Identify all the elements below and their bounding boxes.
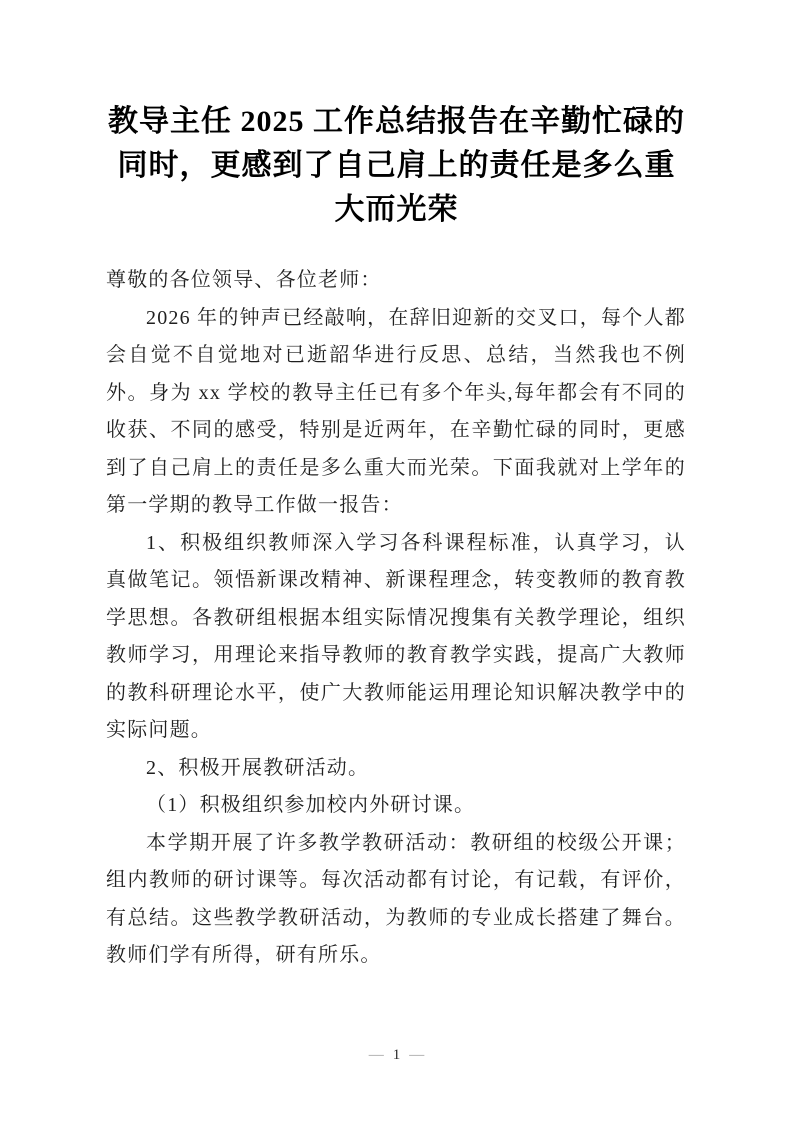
page-number: 1 bbox=[392, 1047, 401, 1063]
paragraph: 2026 年的钟声已经敲响，在辞旧迎新的交叉口，每个人都会自觉不自觉地对已逝韶华进行反思、总结，当然我也不例外。身为 xx 学校的教导主任已有多个年头,每年都会有不同的收获、不同的感受，特别是近两年，在辛勤忙碌的同时，更感到了自己肩上的责任是多么重大而光荣。下面我就对上学年的第一学期的教导工作做一报告： bbox=[106, 306, 686, 516]
paragraph: 尊敬的各位领导、各位老师： bbox=[106, 269, 382, 291]
paragraph: （1）积极组织参加校内外研讨课。 bbox=[146, 794, 476, 816]
footer-dash-left: — bbox=[368, 1047, 384, 1063]
paragraph: 2、积极开展教研活动。 bbox=[146, 756, 370, 779]
page-footer bbox=[0, 1046, 793, 1064]
footer-dash-right: — bbox=[409, 1047, 425, 1063]
document-title: 教导主任 2025 工作总结报告在辛勤忙碌的同时，更感到了自己肩上的责任是多么重大而光荣 bbox=[108, 105, 685, 226]
paragraph: 1、积极组织教师深入学习各科课程标准，认真学习，认真做笔记。领悟新课改精神、新课程理念，转变教师的教育教学思想。各教研组根据本组实际情况搜集有关教学理论，组织教师学习，用理论来指导教师的教育教学实践，提高广大教师的教科研理论水平，使广大教师能运用理论知识解决教学中的实际问题。 bbox=[106, 531, 686, 741]
document-body bbox=[106, 262, 686, 975]
paragraph: 本学期开展了许多教学教研活动：教研组的校级公开课；组内教师的研讨课等。每次活动都有讨论，有记载，有评价，有总结。这些教学教研活动，为教师的专业成长搭建了舞台。教师们学有所得，研有所乐。 bbox=[106, 831, 686, 966]
